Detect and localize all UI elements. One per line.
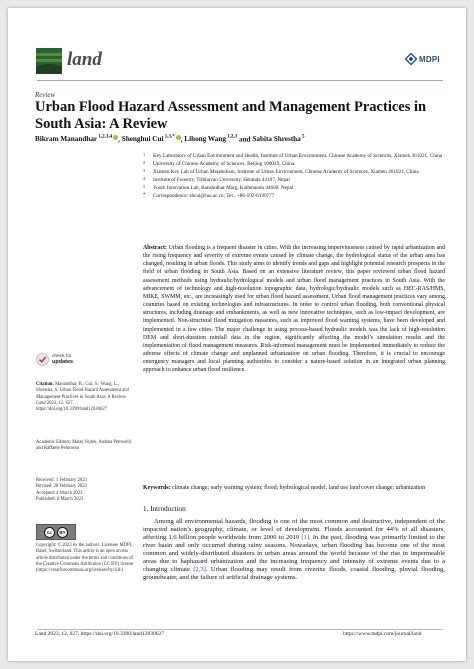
affiliation-list [143, 153, 443, 200]
article-title: Urban Flood Hazard Assessment and Management Practices in South Asia: A Review [35, 99, 427, 132]
author[interactable]: Bikram Manandhar $^{1,2,3,4}$ [35, 135, 118, 143]
mdpi-logo-icon [405, 53, 417, 65]
footer-journal-url[interactable]: https://www.mdpi.com/journal/land [343, 631, 422, 637]
date-revised: Revised: 28 February 2023 [36, 484, 87, 490]
affiliation: 5 Youth Innovation Lab, Banshidhar Marg, Kathmandu 44600, Nepal [143, 183, 294, 191]
affiliation: 1 Key Laboratory of Urban Environment and Health, Institute of Urban Environment, Chinese Academy of Sciences, Xiamen 361021, China [143, 152, 443, 159]
check-updates-icon [36, 353, 49, 366]
license-text: Copyright: © 2023 by the authors. Licensee MDPI, Basel, Switzerland. This article is an open access article distributed under the terms and conditions of the Creative Commons Attribution (CC BY) license (https://creativecommons.org/licenses/by/4.0/). [36, 543, 134, 574]
publication-dates [36, 478, 136, 503]
journal-logo [36, 48, 62, 74]
footer-divider [37, 629, 443, 630]
footer-doi[interactable]: Land 2023, 12, 627. https://doi.org/10.3390/land12030627 [35, 631, 164, 637]
citation-link[interactable]: [2,3] [193, 566, 206, 574]
cc-icon: cc [44, 527, 55, 538]
date-accepted: Accepted: 4 March 2023 [36, 490, 83, 496]
affiliation: 3 Xiamen Key Lab of Urban Metabolism, Institute of Urban Environment, Chinese Academy of Sciences, Xiamen 361021, China [143, 167, 419, 175]
correspondence[interactable]: * Correspondence: shcui@iue.ac.cn; Tel.: +86-592-6190777 [143, 192, 275, 199]
author[interactable]: Sabita Shrestha $^5$ [252, 135, 305, 144]
affiliation: 2 University of Chinese Academy of Sciences, Beijing 100049, China [143, 159, 295, 167]
introduction-text: Among all environmental hazards, flooding is one of the most common and destructive, independent of the impacted nation’s geography, climate, or level of development. Floods accounted for 44% of all disasters, affecting 1.6 billion people worldwide from 2000 to 2019 [1]. In the past, flooding was primarily limited to the river basin and only occurred during rainy seasons. Nowadays, urban flooding has become one of the most common and widely-distributed disasters in urban areas around the world because of the rise in impermeable areas due to haphazard urbanization and the increasing frequency and intensity of extreme events due to a changing climate [2,3]. Urban flooding may result from riverine floods, coastal flooding, pluvial flooding, groundwater, and the failure of artificial drainage systems. [143, 518, 445, 582]
header-divider [37, 80, 443, 81]
article-page [8, 8, 466, 661]
cc-by-license-badge[interactable] [36, 524, 76, 540]
section-heading: 1. Introduction [143, 505, 186, 513]
article-type: Review [35, 91, 56, 99]
keywords: Keywords: climate change; early warning system; flood; hydrological model; land use land cover change; urbanization [143, 485, 426, 491]
journal-name: land [67, 49, 102, 70]
author[interactable]: Lihong Wang $^{1,2,3}$ [184, 135, 238, 144]
by-icon: BY [57, 527, 68, 538]
check-for-updates-badge[interactable] [36, 353, 73, 366]
date-received: Received: 1 February 2023 [36, 478, 87, 483]
publisher-name: MDPI [419, 54, 440, 64]
check-updates-line1: check for [52, 354, 72, 359]
author-list: Bikram Manandhar $^{1,2,3,4}$ , Shenghui Cui $^{1,3,*}$ , Lihong Wang $^{1,2,3}$ and Sabita Shrestha $^5$ [35, 135, 305, 144]
check-updates-line2: updates [52, 358, 74, 365]
publisher-logo [405, 53, 440, 65]
citation-link[interactable]: [1] [301, 534, 310, 542]
author[interactable]: Shenghui Cui $^{1,3,*}$ [122, 135, 181, 143]
citation-block: Citation: Manandhar, B.; Cui, S.; Wang, L.; Shrestha, S. Urban Flood Hazard Assessment and Management Practices in South Asia: A Review. Land 2023, 12, 627. https://doi.org/10.3390/land12030627 [36, 382, 129, 413]
date-published: Published: 6 March 2023 [36, 496, 84, 502]
academic-editors: Academic Editors: Matej Vojtek, Andrea Petroselli and Raffaele Pelorosso [36, 440, 132, 452]
affiliation: 4 Institute of Forestry, Tribhuvan University, Hetauda 44107, Nepal [143, 175, 290, 183]
abstract: Abstract: Urban flooding is a frequent disaster in cities. With the increasing imperviousness caused by rapid urbanization and the rising frequency and severity of extreme events caused by climate change, the hydrological status of the urban area has changed, resulting in urban floods. This study aims to identify trends and gaps and highlight potential research prospects in the field of urban flooding in South Asia. Based on an extensive literature review, this paper reviewed urban flood hazard assessment methods using hydraulic/hydrological models and urban flood management practices in South Asia. With the advancement of technology and high-resolution topographic data, hydrologic/hydraulic models such as HEC-RAS/HMS, MIKE, SWMM, etc., are increasingly used for urban flood hazard assessment. Urban flood management practices vary among countries based on existing technologies and infrastructures. In order to control urban flooding, both conventional physical structures, including drainage and embankments, as well as new innovative techniques, such as low-impact development, are implemented. Non-structural flood mitigation measures, such as improved flood warning systems, have been developed and implemented in a few cities. The major challenge in using process-based hydraulic models was the lack of high-resolution DEM and short-duration rainfall data in the region, significantly affecting the model’s simulation results and the implementation of flood management measures. Risk-informed management must be implemented immediately to reduce the adverse effects of climate change and unplanned urbanization on urban flooding. Therefore, it is crucial to encourage emergency managers and local planning authorities to consider a nature-based solution in an integrated urban planning approach to enhance urban flood resilience. [143, 245, 445, 374]
